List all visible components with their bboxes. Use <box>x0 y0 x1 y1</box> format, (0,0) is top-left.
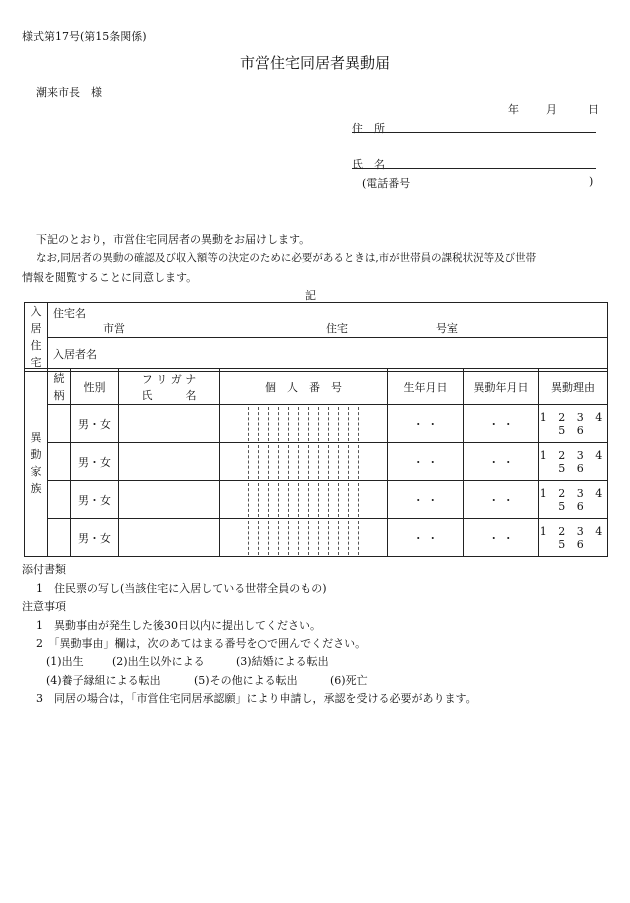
digit-separator <box>288 521 290 555</box>
family-table <box>24 368 608 557</box>
address-label: 住 所 <box>352 122 385 135</box>
digit-boxes <box>244 455 364 468</box>
city-label: 市営 <box>103 322 125 335</box>
note-3: 3 同居の場合は，「市営住宅同居承認願」により申請し，承認を受ける必要があります。 <box>36 692 477 705</box>
digit-separator <box>268 483 270 517</box>
digit-separator <box>318 445 320 479</box>
digit-separator <box>348 483 350 517</box>
sex-cell[interactable]: 男・女 <box>71 481 119 519</box>
date-month-label: 月 <box>546 103 557 116</box>
digit-separator <box>358 445 360 479</box>
table-row <box>25 481 608 519</box>
family-section-label: 異 動 家 族 <box>25 369 48 557</box>
name-cell[interactable] <box>119 405 220 443</box>
name-line[interactable] <box>352 168 596 169</box>
digit-separator <box>348 407 350 441</box>
option-4: (4)養子縁組による転出 <box>46 674 161 687</box>
relation-cell[interactable] <box>48 405 71 443</box>
resident-name-label: 入居者名 <box>53 348 97 362</box>
digit-separator <box>358 483 360 517</box>
attachment-item: 1 住民票の写し(当該住宅に入居している世帯全員のもの) <box>36 582 327 595</box>
digit-separator <box>338 445 340 479</box>
option-1: (1)出生 <box>46 655 84 668</box>
digit-separator <box>278 407 280 441</box>
digit-separator <box>308 407 310 441</box>
change-date-cell[interactable]: ・ ・ <box>464 443 539 481</box>
option-3: (3)結婚による転出 <box>236 655 329 668</box>
name-header-label: 氏 名 <box>141 388 197 402</box>
digit-boxes <box>244 531 364 544</box>
digit-separator <box>328 407 330 441</box>
residence-section-label: 入 居 住 宅 <box>25 303 48 372</box>
furigana-label: フ リ ガ ナ <box>141 372 197 386</box>
attachments-heading: 添付書類 <box>22 563 66 576</box>
personal-number-cell[interactable] <box>220 443 388 481</box>
digit-separator <box>348 445 350 479</box>
note-2: 2 「異動事由」欄は，次のあてはまる番号を○で囲んでください。 <box>36 637 367 650</box>
sex-cell[interactable]: 男・女 <box>71 443 119 481</box>
birth-date-cell[interactable]: ・ ・ <box>388 519 464 557</box>
date-day-label: 日 <box>588 103 599 116</box>
digit-separator <box>308 483 310 517</box>
personal-number-header: 個 人 番 号 <box>220 369 388 405</box>
digit-separator <box>278 483 280 517</box>
name-cell[interactable] <box>119 443 220 481</box>
change-date-header: 異動年月日 <box>464 369 539 405</box>
sex-cell[interactable]: 男・女 <box>71 405 119 443</box>
digit-separator <box>338 483 340 517</box>
name-label: 氏 名 <box>352 158 385 171</box>
date-year-label: 年 <box>508 103 519 116</box>
birth-date-header: 生年月日 <box>388 369 464 405</box>
digit-boxes <box>244 417 364 430</box>
body-line-2: なお,同居者の異動の確認及び収入額等の決定のために必要があるときは,市が世帯員の課税状況等及び世帯 <box>36 252 537 264</box>
notes-heading: 注意事項 <box>22 600 66 613</box>
table-row <box>25 405 608 443</box>
relation-cell[interactable] <box>48 481 71 519</box>
digit-separator <box>288 407 290 441</box>
option-2: (2)出生以外による <box>112 655 205 668</box>
resident-name-cell[interactable] <box>48 337 608 372</box>
digit-separator <box>348 521 350 555</box>
digit-separator <box>328 521 330 555</box>
form-number: 様式第17号(第15条関係) <box>22 30 147 43</box>
digit-separator <box>268 407 270 441</box>
digit-separator <box>308 521 310 555</box>
personal-number-cell[interactable] <box>220 481 388 519</box>
table-row <box>25 519 608 557</box>
phone-label: (電話番号 <box>362 177 411 190</box>
name-header <box>119 369 220 405</box>
reason-cell[interactable]: 1 2 3 4 5 6 <box>539 405 608 443</box>
digit-separator <box>248 521 250 555</box>
page-title: 市営住宅同居者異動届 <box>239 54 390 72</box>
digit-separator <box>308 445 310 479</box>
name-cell[interactable] <box>119 519 220 557</box>
digit-separator <box>258 483 260 517</box>
digit-separator <box>358 521 360 555</box>
digit-separator <box>318 483 320 517</box>
reason-header: 異動理由 <box>539 369 608 405</box>
change-date-cell[interactable]: ・ ・ <box>464 519 539 557</box>
relation-cell[interactable] <box>48 443 71 481</box>
digit-separator <box>258 445 260 479</box>
reason-cell[interactable]: 1 2 3 4 5 6 <box>539 519 608 557</box>
digit-separator <box>318 407 320 441</box>
digit-separator <box>338 521 340 555</box>
housing-name-cell[interactable] <box>48 303 608 338</box>
birth-date-cell[interactable]: ・ ・ <box>388 443 464 481</box>
housing-label: 住宅 <box>326 322 348 335</box>
option-6: (6)死亡 <box>330 674 368 687</box>
option-5: (5)その他による転出 <box>194 674 298 687</box>
digit-separator <box>258 521 260 555</box>
change-date-cell[interactable]: ・ ・ <box>464 481 539 519</box>
digit-separator <box>298 407 300 441</box>
sex-header: 性別 <box>71 369 119 405</box>
reason-cell[interactable]: 1 2 3 4 5 6 <box>539 481 608 519</box>
change-date-cell[interactable]: ・ ・ <box>464 405 539 443</box>
phone-close: ) <box>589 175 594 188</box>
personal-number-cell[interactable] <box>220 405 388 443</box>
room-label: 号室 <box>436 322 458 335</box>
table-row <box>25 443 608 481</box>
housing-name-label: 住宅名 <box>53 307 86 320</box>
digit-separator <box>318 521 320 555</box>
digit-separator <box>268 521 270 555</box>
digit-separator <box>298 483 300 517</box>
name-cell[interactable] <box>119 481 220 519</box>
sex-cell[interactable]: 男・女 <box>71 519 119 557</box>
digit-separator <box>328 445 330 479</box>
digit-separator <box>248 483 250 517</box>
ki-label: 記 <box>305 289 316 302</box>
digit-separator <box>358 407 360 441</box>
digit-separator <box>278 521 280 555</box>
address-line[interactable] <box>352 132 596 133</box>
personal-number-cell[interactable] <box>220 519 388 557</box>
digit-separator <box>328 483 330 517</box>
digit-separator <box>288 483 290 517</box>
relation-cell[interactable] <box>48 519 71 557</box>
digit-separator <box>338 407 340 441</box>
birth-date-cell[interactable]: ・ ・ <box>388 481 464 519</box>
reason-cell[interactable]: 1 2 3 4 5 6 <box>539 443 608 481</box>
digit-boxes <box>244 493 364 506</box>
digit-separator <box>258 407 260 441</box>
body-line-3: 情報を閲覧することに同意します。 <box>22 271 198 284</box>
residence-table <box>24 302 608 372</box>
note-1: 1 異動事由が発生した後30日以内に提出してください。 <box>36 619 321 632</box>
addressee: 潮来市長 様 <box>36 86 102 99</box>
digit-separator <box>278 445 280 479</box>
digit-separator <box>248 407 250 441</box>
digit-separator <box>268 445 270 479</box>
digit-separator <box>298 445 300 479</box>
digit-separator <box>248 445 250 479</box>
digit-separator <box>298 521 300 555</box>
birth-date-cell[interactable]: ・ ・ <box>388 405 464 443</box>
body-line-1: 下記のとおり，市営住宅同居者の異動をお届けします。 <box>36 233 311 246</box>
relation-header: 続 柄 <box>48 369 71 405</box>
digit-separator <box>288 445 290 479</box>
